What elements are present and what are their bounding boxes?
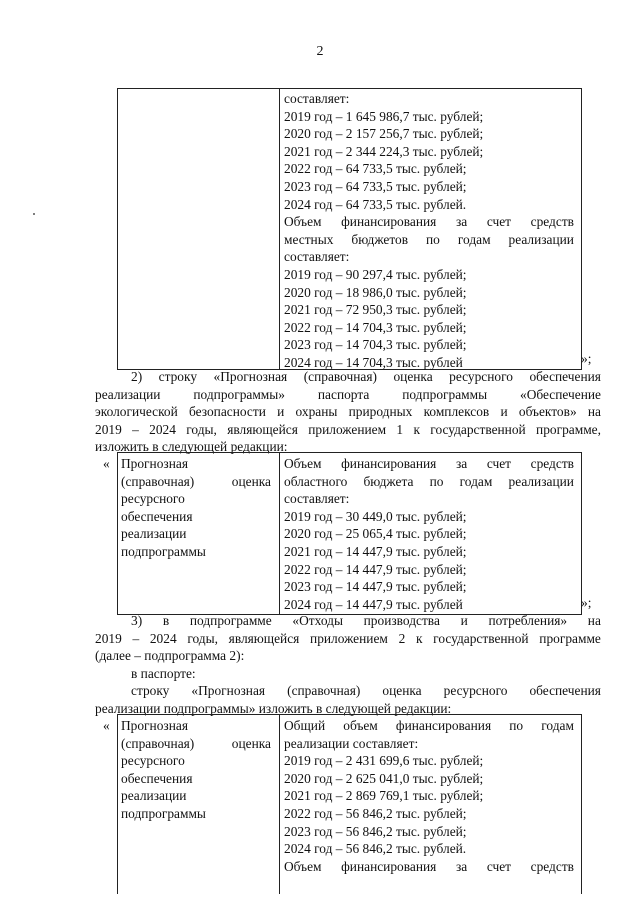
table-2-right-line: составляет:: [284, 491, 350, 507]
paragraph-line: реализации подпрограммы» изложить в следующей редакции:: [95, 701, 452, 716]
table-1-line: 2021 год – 2 344 224,3 тыс. рублей;: [284, 143, 484, 159]
table-3-right-line: 2020 год – 2 625 041,0 тыс. рублей;: [284, 770, 484, 786]
table-2-right-line: 2022 год – 14 447,9 тыс. рублей;: [284, 561, 467, 577]
table-3-left-line: (справочная) оценка: [121, 735, 271, 751]
table-3-right-line: 2023 год – 56 846,2 тыс. рублей;: [284, 823, 467, 839]
paragraph-line: 3) в подпрограмме «Отходы производства и потребления» на: [131, 613, 601, 628]
table-1-line: 2019 год – 1 645 986,7 тыс. рублей;: [284, 108, 484, 124]
table-2-left-line: реализации: [121, 526, 187, 542]
table-1-line: 2020 год – 2 157 256,7 тыс. рублей;: [284, 126, 484, 142]
paragraph-line: 2019 – 2024 годы, являющейся приложением 2 к государственной программе: [95, 630, 601, 646]
paragraph-line: (далее – подпрограмма 2):: [95, 648, 245, 664]
table-3-left-line: подпрограммы: [121, 806, 206, 821]
table-3-right-line: 2021 год – 2 869 769,1 тыс. рублей;: [284, 788, 484, 804]
table-1-line: 2023 год – 14 704,3 тыс. рублей;: [284, 337, 467, 353]
table-2-right-line: 2024 год – 14 447,9 тыс. рублей: [284, 596, 463, 612]
table-2-left-line: ресурсного: [121, 491, 185, 507]
page-number: 2: [316, 44, 324, 59]
table-2-right-line: 2021 год – 14 447,9 тыс. рублей;: [284, 544, 467, 559]
table-2-left-line: Прогнозная: [121, 456, 188, 471]
scan-speck: [33, 213, 35, 215]
table-3-right-line: Объем финансирования за счет средств: [284, 858, 574, 874]
table-2-right-line: Объем финансирования за счет средств: [284, 456, 574, 471]
table-3-left-line: реализации: [121, 788, 187, 804]
table-1-line: Объем финансирования за счет средств: [284, 214, 574, 230]
table-3-left-line: Прогнозная: [121, 718, 188, 733]
table-1-line: местных бюджетов по годам реализации: [284, 231, 574, 247]
table-3-right-line: 2024 год – 56 846,2 тыс. рублей.: [284, 841, 467, 857]
table-2-right-line: 2020 год – 25 065,4 тыс. рублей;: [284, 526, 467, 542]
table-2-left-line: подпрограммы: [121, 544, 206, 559]
table-1-line: составляет:: [284, 249, 350, 265]
table-1-line: 2023 год – 64 733,5 тыс. рублей;: [284, 179, 467, 194]
paragraph-line: в паспорте:: [131, 665, 196, 681]
table-1-line: 2022 год – 64 733,5 тыс. рублей;: [284, 161, 467, 177]
table-1-line: 2019 год – 90 297,4 тыс. рублей;: [284, 267, 467, 282]
table-1-line: 2024 год – 64 733,5 тыс. рублей.: [284, 196, 467, 212]
paragraph-line: реализации подпрограммы» паспорта подпрограммы «Обеспечение: [95, 386, 601, 402]
paragraph-line: строку «Прогнозная (справочная) оценка ресурсного обеспечения: [131, 683, 601, 699]
table-1-close-quote: »;: [581, 351, 592, 366]
table-3-left-line: обеспечения: [121, 770, 193, 786]
paragraph-line: изложить в следующей редакции:: [95, 439, 288, 455]
table-3-right-line: реализации составляет:: [284, 735, 419, 751]
table-3-right-line: 2022 год – 56 846,2 тыс. рублей;: [284, 806, 467, 821]
table-1-line: 2021 год – 72 950,3 тыс. рублей;: [284, 302, 467, 318]
table-3-left-line: ресурсного: [121, 753, 185, 769]
table-1-line: составляет:: [284, 91, 350, 106]
table-2-right-line: областного бюджета по годам реализации: [284, 473, 574, 489]
paragraph-line: 2019 – 2024 годы, являющейся приложением 1 к государственной программе,: [95, 421, 601, 437]
table-2-left-line: обеспечения: [121, 508, 193, 524]
table-1-line: 2022 год – 14 704,3 тыс. рублей;: [284, 319, 467, 335]
table-1-line: 2020 год – 18 986,0 тыс. рублей;: [284, 284, 467, 300]
table-2-open-quote: «: [103, 456, 110, 471]
table-3-right-line: 2019 год – 2 431 699,6 тыс. рублей;: [284, 753, 484, 769]
paragraph-line: экологической безопасности и охраны природных комплексов и объектов» на: [95, 404, 601, 420]
table-3-right-line: Общий объем финансирования по годам: [284, 718, 574, 733]
paragraph-line: 2) строку «Прогнозная (справочная) оценка ресурсного обеспечения: [131, 369, 601, 384]
table-1-line: 2024 год – 14 704,3 тыс. рублей: [284, 355, 463, 370]
table-3-open-quote: «: [103, 718, 110, 733]
table-2-left-line: (справочная) оценка: [121, 473, 271, 489]
table-2-right-line: 2019 год – 30 449,0 тыс. рублей;: [284, 508, 467, 524]
table-2-right-line: 2023 год – 14 447,9 тыс. рублей;: [284, 579, 467, 595]
table-2-close-quote: »;: [581, 595, 592, 610]
